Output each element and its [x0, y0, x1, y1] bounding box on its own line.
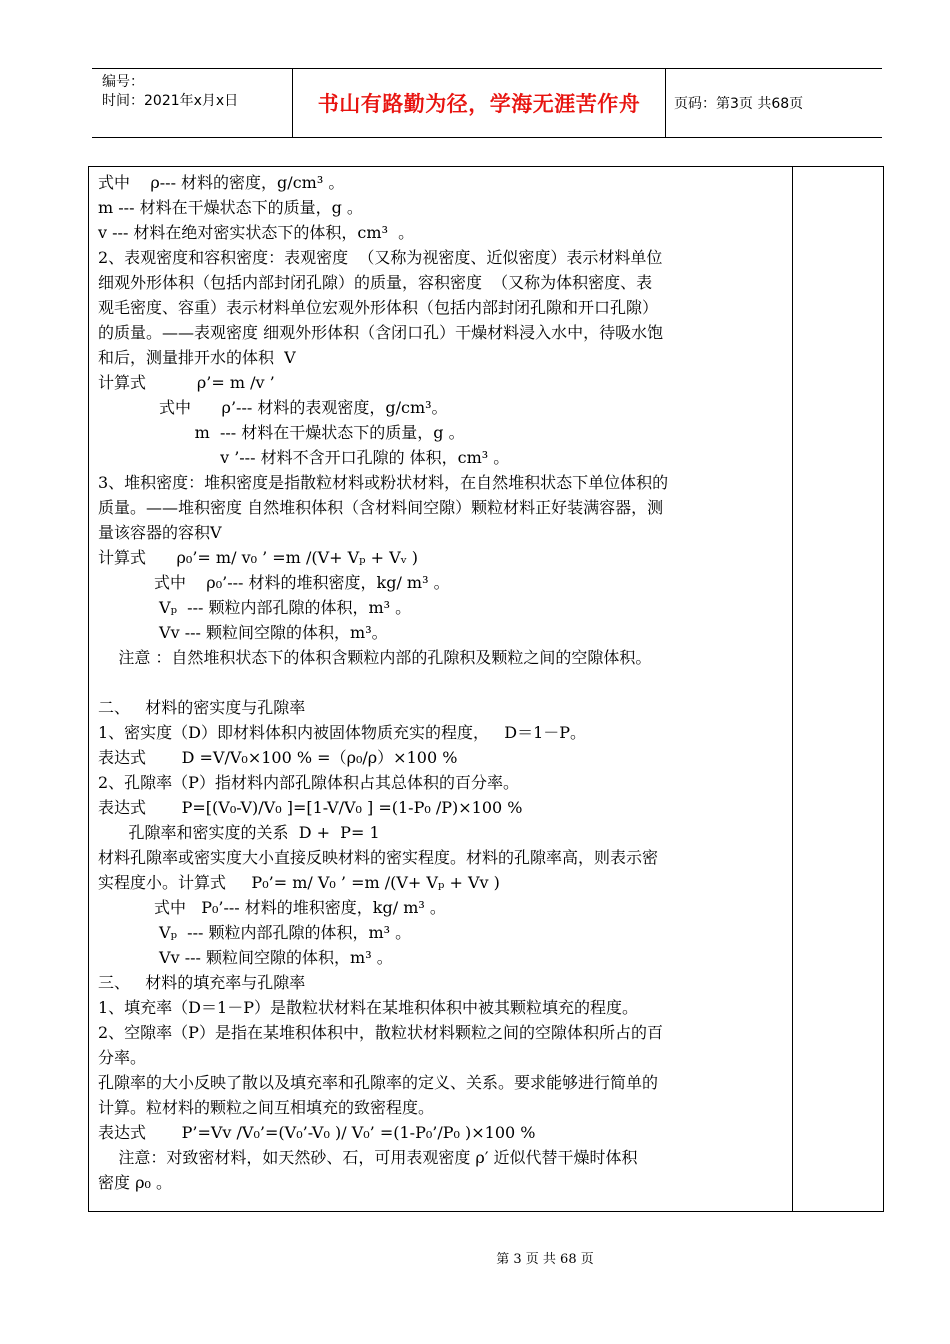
body-line: 实程度小。计算式 P₀’= m/ V₀ ’ =m /(V+ Vₚ + Vv ) — [98, 873, 500, 892]
body-line: 观毛密度、容重）表示材料单位宏观外形体积（包括内部封闭孔隙和开口孔隙） — [98, 298, 659, 317]
table-column-divider — [792, 167, 793, 1211]
body-line: 注意：对致密材料，如天然砂、石，可用表观密度 ρ′ 近似代替干燥时体积 — [98, 1148, 638, 1167]
body-line: Vₚ --- 颗粒内部孔隙的体积，m³ 。 — [98, 923, 412, 942]
body-line: 质量。——堆积密度 自然堆积体积（含材料间空隙）颗粒材料正好装满容器，测 — [98, 498, 664, 517]
body-line: m --- 材料在干燥状态下的质量，g 。 — [98, 198, 363, 217]
body-line: 3、堆积密度：堆积密度是指散粒材料或粉状材料，在自然堆积状态下单位体积的 — [98, 473, 669, 492]
body-line: 式中 ρ₀’--- 材料的堆积密度，kg/ m³ 。 — [98, 573, 450, 592]
body-text — [98, 170, 786, 1195]
header-meta — [102, 73, 238, 111]
body-line: m --- 材料在干燥状态下的质量，g 。 — [98, 423, 465, 442]
body-line: 1、填充率（D＝1－P）是散粒状材料在某堆积体积中被其颗粒填充的程度。 — [98, 998, 638, 1017]
body-line: 材料孔隙率或密实度大小直接反映材料的密实程度。材料的孔隙率高，则表示密 — [98, 848, 659, 867]
body-line: 计算。粒材料的颗粒之间互相填充的致密程度。 — [98, 1098, 435, 1117]
time-line: 时间：2021年x月x日 — [102, 93, 239, 109]
body-line: 式中 ρ--- 材料的密度，g/cm³ 。 — [98, 173, 345, 192]
body-line: 式中 ρ’--- 材料的表观密度，g/cm³。 — [98, 398, 448, 417]
header-motto: 书山有路勤为径，学海无涯苦作舟 — [292, 69, 666, 137]
body-line: 1、密实度（D）即材料体积内被固体物质充实的程度， D＝1－P。 — [98, 723, 587, 742]
body-line: 二、 材料的密实度与孔隙率 — [98, 698, 306, 717]
body-line: 表达式 D =V/V₀×100 % =（ρ₀/ρ）×100 % — [98, 748, 458, 767]
page-footer: 第 3 页 共 68 页 — [496, 1252, 594, 1267]
body-line: 和后，测量排开水的体积 V — [98, 348, 296, 367]
body-line: 表达式 P’=Vv /V₀’=(V₀’-V₀ )/ V₀’ =(1-P₀’/P₀ )×100 % — [98, 1123, 536, 1142]
header-page-info: 页码：第3页 共68页 — [674, 96, 804, 112]
body-line: 2、孔隙率（P）指材料内部孔隙体积占其总体积的百分率。 — [98, 773, 519, 792]
body-line: 表达式 P=[(V₀-V)/V₀ ]=[1-V/V₀ ] =(1-P₀ /P)×100 % — [98, 798, 523, 817]
body-line: 式中 P₀’--- 材料的堆积密度，kg/ m³ 。 — [98, 898, 446, 917]
body-line: v --- 材料在绝对密实状态下的体积，cm³ 。 — [98, 223, 415, 242]
body-line: Vv --- 颗粒间空隙的体积，m³。 — [98, 623, 388, 642]
body-line: 2、空隙率（P）是指在某堆积体积中，散粒状材料颗粒之间的空隙体积所占的百 — [98, 1023, 663, 1042]
body-line: v ’--- 材料不含开口孔隙的 体积，cm³ 。 — [98, 448, 510, 467]
body-line: 2、表观密度和容积密度：表观密度 （又称为视密度、近似密度）表示材料单位 — [98, 248, 663, 267]
body-line: 孔隙率和密实度的关系 D + P= 1 — [98, 823, 380, 842]
body-line: 细观外形体积（包括内部封闭孔隙）的质量，容积密度 （又称为体积密度、表 — [98, 273, 653, 292]
body-line: 计算式 ρ’= m /v ’ — [98, 373, 275, 392]
body-line: 密度 ρ₀ 。 — [98, 1173, 172, 1192]
body-line — [98, 670, 786, 695]
body-line: 注意 ：自然堆积状态下的体积含颗粒内部的孔隙积及颗粒之间的空隙体积。 — [98, 648, 652, 667]
body-line: Vv --- 颗粒间空隙的体积，m³ 。 — [98, 948, 393, 967]
body-line: 孔隙率的大小反映了散以及填充率和孔隙率的定义、关系。要求能够进行简单的 — [98, 1073, 659, 1092]
serial-label: 编号： — [102, 74, 144, 90]
body-line: 三、 材料的填充率与孔隙率 — [98, 973, 306, 992]
body-line: 计算式 ρ₀’= m/ v₀ ’ =m /(V+ Vₚ + Vᵥ ) — [98, 548, 418, 567]
page-header — [92, 68, 882, 138]
body-line: 的质量。——表观密度 细观外形体积（含闭口孔）干燥材料浸入水中，待吸水饱 — [98, 323, 664, 342]
body-line: Vₚ --- 颗粒内部孔隙的体积，m³ 。 — [98, 598, 412, 617]
body-line: 分率。 — [98, 1048, 147, 1067]
body-line: 量该容器的容积V — [98, 523, 222, 542]
